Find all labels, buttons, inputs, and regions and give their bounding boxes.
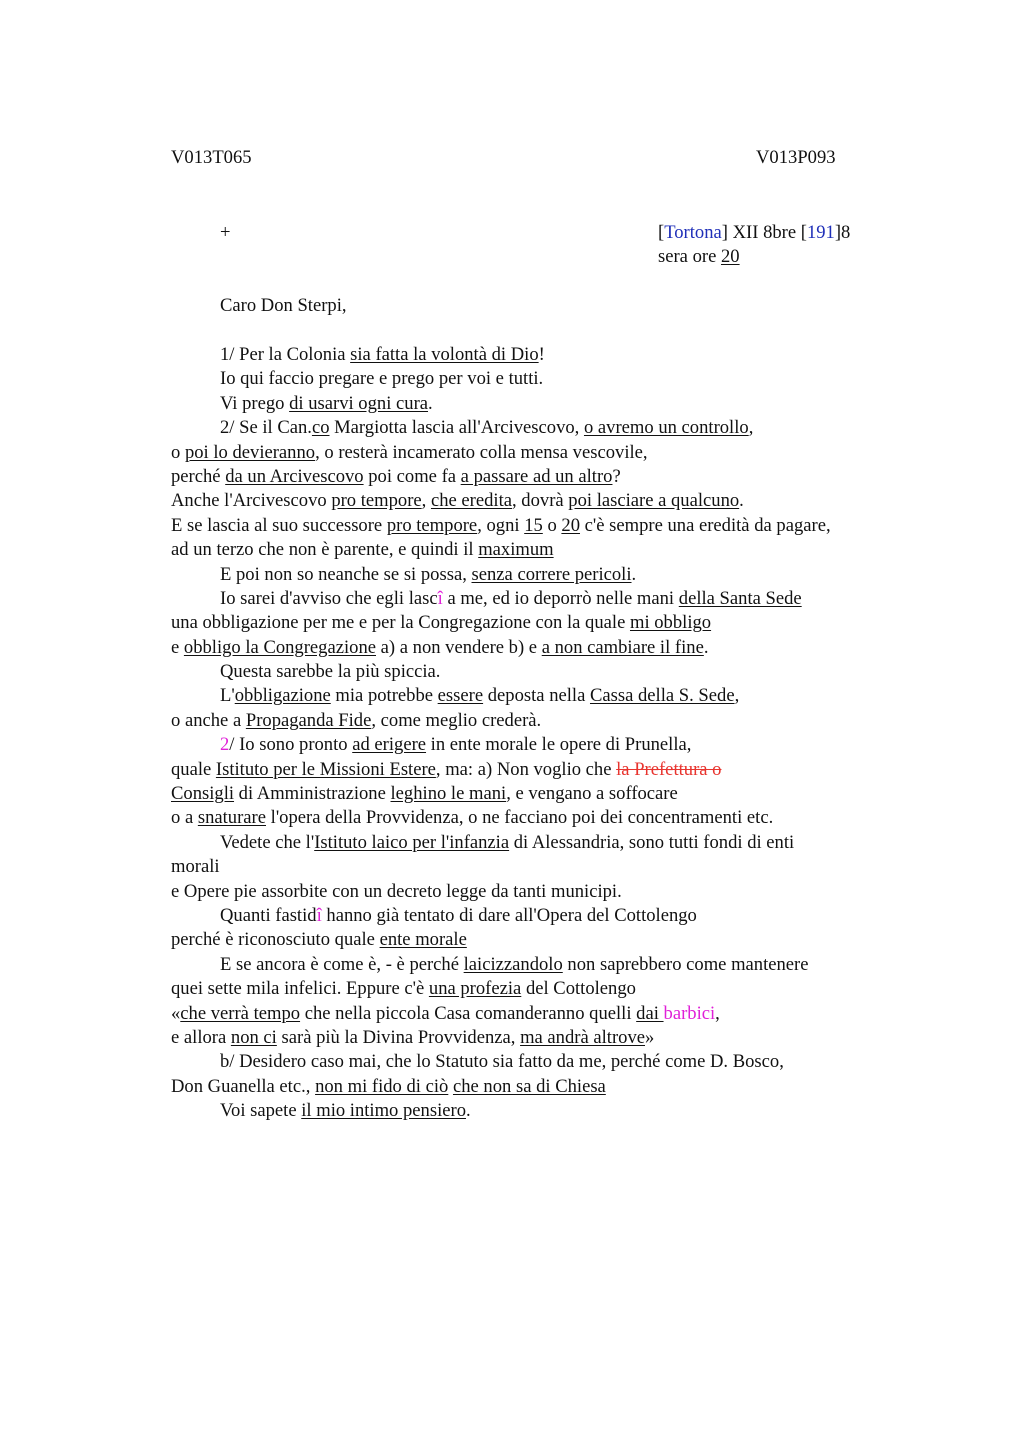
text-segment: quei sette mila infelici. Eppure c'è bbox=[171, 978, 429, 1000]
text-segment: 2/ Se il Can. bbox=[220, 417, 312, 439]
text-segment: a) a non vendere b) e bbox=[376, 636, 542, 658]
underlined-text: essere bbox=[437, 685, 484, 707]
text-segment: , bbox=[748, 417, 754, 439]
editorial-mark: barbici bbox=[663, 1002, 716, 1024]
letter-line bbox=[171, 806, 911, 830]
underlined-text: ad erigere bbox=[352, 734, 427, 756]
text-segment: Questa sarebbe la più spiccia. bbox=[220, 661, 441, 683]
text-segment: Vi prego bbox=[220, 392, 290, 414]
struck-text: la Prefettura o bbox=[616, 758, 722, 780]
text-segment: b/ Desidero caso mai, che lo Statuto sia fatto da me, perché come D. Bosco, bbox=[220, 1051, 784, 1073]
letter-line bbox=[171, 587, 911, 611]
underlined-text: maximum bbox=[478, 539, 554, 561]
underlined-text: non mi fido di ciò bbox=[315, 1075, 449, 1097]
text-segment: . bbox=[428, 392, 433, 414]
underlined-text: dai bbox=[636, 1002, 664, 1024]
text-segment: di Amministrazione bbox=[234, 783, 391, 805]
archive-code-right: V013P093 bbox=[756, 147, 836, 168]
letter-line bbox=[171, 733, 911, 757]
letter-line bbox=[171, 904, 911, 928]
underlined-text: o avremo un controllo bbox=[583, 417, 749, 439]
text-segment: sarà più la Divina Provvidenza, bbox=[276, 1026, 521, 1048]
text-segment: a me, ed io deporrò nelle mani bbox=[442, 587, 679, 609]
text-segment: , ma: a) Non voglio che bbox=[435, 758, 617, 780]
letter-line bbox=[171, 831, 911, 855]
letter-line bbox=[171, 709, 911, 733]
underlined-text: Cassa della S. Sede bbox=[589, 685, 735, 707]
letter-line bbox=[171, 514, 911, 538]
underlined-text: mi obbligo bbox=[629, 612, 712, 634]
text-segment: E se lascia al suo successore bbox=[171, 514, 387, 536]
underlined-text: laicizzandolo bbox=[463, 953, 563, 975]
text-segment: L' bbox=[220, 685, 235, 707]
underlined-text: a non cambiare il fine bbox=[541, 636, 704, 658]
cross-symbol: + bbox=[220, 222, 231, 243]
underlined-text: Istituto per le Missioni Estere bbox=[215, 758, 436, 780]
letter-line bbox=[171, 563, 911, 587]
letter-body bbox=[171, 343, 911, 1124]
underlined-text: che non sa di Chiesa bbox=[452, 1075, 606, 1097]
text-segment: o bbox=[171, 441, 185, 463]
underlined-text: sia fatta la volontà di Dio bbox=[350, 344, 539, 365]
date-block bbox=[658, 221, 850, 270]
date-bracket-open: [ bbox=[658, 222, 665, 243]
underlined-text: Propaganda Fide bbox=[245, 709, 372, 731]
text-segment: poi come fa bbox=[363, 465, 461, 487]
letter-line bbox=[171, 1026, 911, 1050]
underlined-text: Istituto laico per l'infanzia bbox=[314, 831, 510, 853]
text-segment: perché bbox=[171, 465, 226, 487]
underlined-text: obbligazione bbox=[234, 685, 331, 707]
letter-line bbox=[171, 880, 911, 904]
letter-line bbox=[171, 953, 911, 977]
underlined-text: 20 bbox=[561, 514, 580, 536]
letter-line bbox=[171, 1099, 911, 1123]
letter-line bbox=[171, 611, 911, 635]
letter-line bbox=[171, 465, 911, 489]
letter-line bbox=[171, 1075, 911, 1099]
text-segment: deposta nella bbox=[483, 685, 590, 707]
underlined-text: pro tempore bbox=[386, 514, 478, 536]
text-segment: E se ancora è come è, - è perché bbox=[220, 953, 464, 975]
date-place: Tortona bbox=[664, 222, 722, 243]
letter-line bbox=[171, 392, 911, 416]
underlined-text: a passare ad un altro bbox=[460, 465, 613, 487]
letter-line bbox=[171, 489, 911, 513]
text-segment: ad un terzo che non è parente, e quindi il bbox=[171, 539, 479, 561]
text-segment: e allora bbox=[171, 1026, 231, 1048]
text-segment: , o resterà incamerato colla mensa vescovile, bbox=[315, 441, 648, 463]
underlined-text: che verrà tempo bbox=[180, 1002, 301, 1024]
text-segment: e bbox=[171, 636, 184, 658]
letter-line bbox=[171, 855, 911, 879]
text-segment: . bbox=[703, 636, 709, 658]
text-segment: e Opere pie assorbite con un decreto legge da tanti municipi. bbox=[171, 880, 622, 902]
date-year-part: 191 bbox=[806, 222, 835, 243]
text-segment: ! bbox=[538, 344, 545, 365]
text-segment: Io qui faccio pregare e prego per voi e tutti. bbox=[220, 368, 544, 390]
text-segment: , bbox=[421, 490, 431, 512]
text-segment: ? bbox=[612, 465, 621, 487]
text-segment: . bbox=[739, 490, 744, 512]
text-segment: Vedete che l' bbox=[220, 831, 315, 853]
underlined-text: Consigli bbox=[171, 783, 235, 805]
text-segment: quale bbox=[171, 758, 216, 780]
text-segment: Voi sapete bbox=[220, 1100, 302, 1122]
text-segment: Quanti fastid bbox=[220, 904, 317, 926]
underlined-text: il mio intimo pensiero bbox=[301, 1100, 466, 1122]
letter-line bbox=[171, 636, 911, 660]
text-segment: , bbox=[715, 1002, 720, 1024]
date-day-month: ] XII 8bre [ bbox=[721, 222, 807, 243]
underlined-text: obbligo la Congregazione bbox=[183, 636, 376, 658]
time-line bbox=[658, 245, 850, 269]
underlined-text: co bbox=[311, 417, 330, 439]
letter-line bbox=[171, 977, 911, 1001]
underlined-text: ma andrà altrove bbox=[520, 1026, 645, 1048]
underlined-text: poi lo devieranno bbox=[184, 441, 316, 463]
text-segment: . bbox=[631, 563, 637, 585]
editorial-mark: 2 bbox=[220, 734, 230, 756]
text-segment: , dovrà bbox=[512, 490, 569, 512]
text-segment: morali bbox=[171, 856, 220, 878]
editorial-mark: î bbox=[437, 587, 443, 609]
text-segment: « bbox=[171, 1002, 181, 1024]
time-prefix: sera ore bbox=[658, 246, 721, 268]
underlined-text: di usarvi ogni cura bbox=[289, 392, 429, 414]
underlined-text: ente morale bbox=[379, 929, 467, 951]
letter-line bbox=[171, 538, 911, 562]
underlined-text: della Santa Sede bbox=[678, 587, 802, 609]
underlined-text: senza correre pericoli bbox=[471, 563, 632, 585]
letter-line bbox=[171, 684, 911, 708]
text-segment: mia potrebbe bbox=[330, 685, 438, 707]
letter-line bbox=[171, 660, 911, 684]
text-segment: Margiotta lascia all'Arcivescovo, bbox=[329, 417, 584, 439]
text-segment: » bbox=[645, 1026, 655, 1048]
text-segment: non saprebbero come mantenere bbox=[562, 953, 809, 975]
text-segment: del Cottolengo bbox=[521, 978, 636, 1000]
text-segment: , e vengano a soffocare bbox=[506, 783, 678, 805]
date-line bbox=[658, 221, 850, 245]
time-hour: 20 bbox=[720, 246, 740, 268]
letter-line bbox=[171, 343, 911, 367]
text-segment: l'opera della Provvidenza, o ne facciano poi dei concentramenti etc. bbox=[266, 807, 774, 829]
text-segment: che nella piccola Casa comanderanno quelli bbox=[300, 1002, 637, 1024]
text-segment: , ogni bbox=[477, 514, 525, 536]
text-segment: / Io sono pronto bbox=[229, 734, 353, 756]
underlined-text: 15 bbox=[524, 514, 543, 536]
text-segment: hanno già tentato di dare all'Opera del Cottolengo bbox=[321, 904, 697, 926]
letter-line bbox=[171, 367, 911, 391]
text-segment: c'è sempre una eredità da pagare, bbox=[579, 514, 831, 536]
letter-line bbox=[171, 416, 911, 440]
underlined-text: pro tempore bbox=[331, 490, 422, 512]
text-segment: o anche a bbox=[171, 709, 246, 731]
salutation: Caro Don Sterpi, bbox=[220, 295, 347, 316]
letter-line bbox=[171, 1002, 911, 1026]
text-segment: perché è riconosciuto quale bbox=[171, 929, 380, 951]
date-bracket-close: ]8 bbox=[834, 222, 851, 243]
editorial-mark: î bbox=[316, 904, 322, 926]
underlined-text: una profezia bbox=[428, 978, 522, 1000]
text-segment: o bbox=[542, 514, 562, 536]
text-segment: . bbox=[466, 1100, 471, 1122]
letter-line bbox=[171, 441, 911, 465]
letter-line bbox=[171, 928, 911, 952]
letter-line bbox=[171, 782, 911, 806]
text-segment: Don Guanella etc., bbox=[171, 1075, 316, 1097]
underlined-text: non ci bbox=[230, 1026, 277, 1048]
text-segment: , come meglio crederà. bbox=[371, 709, 542, 731]
text-segment: Anche l'Arcivescovo bbox=[171, 490, 332, 512]
underlined-text: leghino le mani bbox=[390, 783, 507, 805]
letter-line bbox=[171, 1050, 911, 1074]
text-segment: E poi non so neanche se si possa, bbox=[220, 563, 472, 585]
text-segment: in ente morale le opere di Prunella, bbox=[426, 734, 692, 756]
text-segment: di Alessandria, sono tutti fondi di enti bbox=[509, 831, 795, 853]
underlined-text: da un Arcivescovo bbox=[225, 465, 364, 487]
text-segment: , bbox=[734, 685, 740, 707]
archive-code-left: V013T065 bbox=[171, 147, 252, 168]
underlined-text: che eredita bbox=[430, 490, 512, 512]
underlined-text: poi lasciare a qualcuno bbox=[568, 490, 740, 512]
text-segment: una obbligazione per me e per la Congregazione con la quale bbox=[171, 612, 630, 634]
text-segment: Io sarei d'avviso che egli lasc bbox=[220, 587, 438, 609]
underlined-text: snaturare bbox=[197, 807, 266, 829]
text-segment: 1/ Per la Colonia bbox=[220, 344, 351, 365]
text-segment: o a bbox=[171, 807, 198, 829]
letter-line bbox=[171, 758, 911, 782]
